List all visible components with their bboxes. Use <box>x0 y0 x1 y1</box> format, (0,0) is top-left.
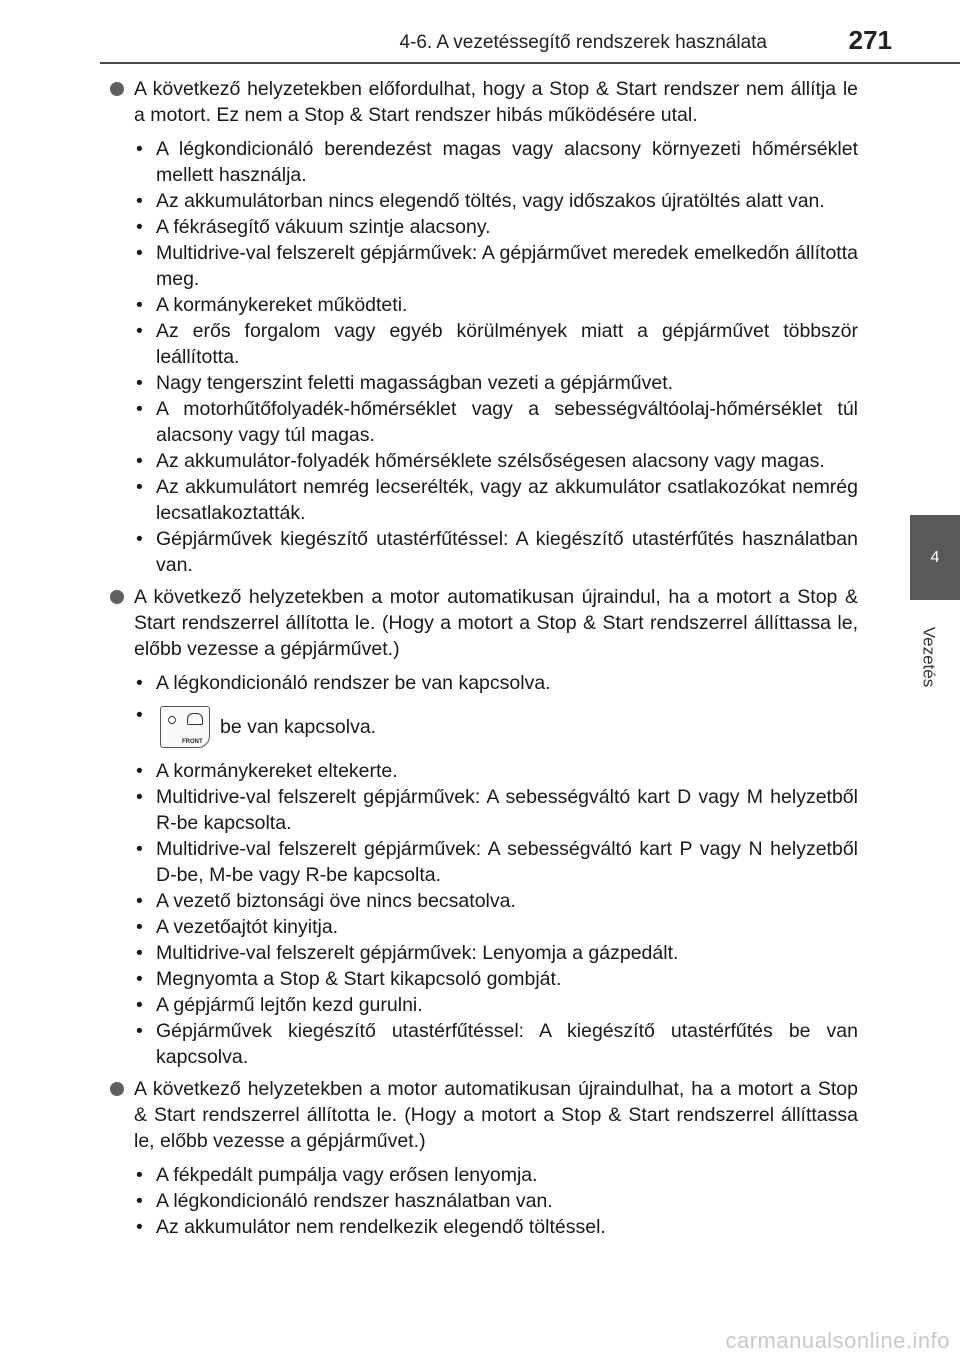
list-item: • Megnyomta a Stop & Start kikapcsoló gombját. <box>136 968 562 990</box>
section-3-intro: A következő helyzetekben a motor automatikusan újraindulhat, ha a motort a Stop & Start rendszerrel állította le. (Hogy a motort a Stop & Start rendszerrel állíttassa le, előbb vezesse a gépjárművet.) <box>108 1076 858 1154</box>
list-item: • Multidrive-val felszerelt gépjárművek: Lenyomja a gázpedált. <box>136 942 679 964</box>
watermark: carmanualsonline.info <box>725 1328 950 1353</box>
list-item: • A fékpedált pumpálja vagy erősen lenyomja. <box>136 1164 538 1186</box>
list-item: • A vezető biztonsági öve nincs becsatolva. <box>136 890 516 912</box>
chapter-tab[interactable] <box>910 515 960 600</box>
list-item: • Az erős forgalom vagy egyéb körülmények miatt a gépjárművet többször leállította. <box>136 320 858 368</box>
front-defroster-button-icon: FRONT <box>160 706 210 748</box>
list-item: • Multidrive-val felszerelt gépjárművek: A gépjárművet meredek emelkedőn állította meg. <box>136 242 858 290</box>
section-1-list <box>108 136 858 578</box>
section-2-intro: A következő helyzetekben a motor automatikusan újraindul, ha a motort a Stop & Start rendszerrel állította le. (Hogy a motort a Stop & Start rendszerrel állíttassa le, előbb vezesse a gépjárművet.) <box>108 584 858 662</box>
list-item: • Az akkumulátor-folyadék hőmérséklete szélsőségesen alacsony vagy magas. <box>136 450 825 472</box>
list-item: • Az akkumulátort nemrég lecserélték, vagy az akkumulátor csatlakozókat nemrég lecsatlakoztatták. <box>136 476 858 524</box>
indicator-led-icon <box>168 716 176 724</box>
header-rule <box>100 62 960 64</box>
section-bullet-icon <box>110 590 124 604</box>
list-item: • A vezetőajtót kinyitja. <box>136 916 339 938</box>
list-item: • A kormánykereket működteti. <box>136 294 408 316</box>
list-item: • A légkondicionáló berendezést magas vagy alacsony környezeti hőmérséklet mellett használja. <box>136 138 858 186</box>
section-1-intro: A következő helyzetekben előfordulhat, hogy a Stop & Start rendszer nem állítja le a motort. Ez nem a Stop & Start rendszer hibás működésére utal. <box>108 76 858 128</box>
chapter-label <box>903 612 953 702</box>
section-2-list <box>108 670 858 1070</box>
list-item: • Az akkumulátorban nincs elegendő töltés, vagy időszakos újratöltés alatt van. <box>136 190 825 212</box>
list-item: • A légkondicionáló rendszer be van kapcsolva. <box>136 672 551 694</box>
page-header <box>0 0 960 60</box>
section-3-list <box>108 1162 858 1240</box>
list-item: • Gépjárművek kiegészítő utastérfűtéssel: A kiegészítő utastérfűtés használatban van. <box>136 528 858 576</box>
section-title: 4-6. A vezetéssegítő rendszerek használata <box>399 32 767 53</box>
list-item: • A légkondicionáló rendszer használatban van. <box>136 1190 553 1212</box>
chapter-label-text: Vezetés <box>919 626 938 688</box>
list-item: • A motorhűtőfolyadék-hőmérséklet vagy a sebességváltóolaj-hőmérséklet túl alacsony vagy túl magas. <box>136 398 858 446</box>
windshield-defrost-icon <box>187 713 203 725</box>
page-content <box>108 76 858 1246</box>
list-item: • Multidrive-val felszerelt gépjárművek: A sebességváltó kart D vagy M helyzetből R-be kapcsolta. <box>136 786 858 834</box>
list-item: • A gépjármű lejtőn kezd gurulni. <box>136 994 423 1016</box>
list-item-with-icon: • FRONT be van kapcsolva. <box>130 702 858 752</box>
page-number: 271 <box>848 25 892 55</box>
list-item: • Multidrive-val felszerelt gépjárművek: A sebességváltó kart P vagy N helyzetből D-be, M-be vagy R-be kapcsolta. <box>136 838 858 886</box>
list-item: • Az akkumulátor nem rendelkezik elegendő töltéssel. <box>136 1216 606 1238</box>
list-item: • A fékrásegítő vákuum szintje alacsony. <box>136 216 491 238</box>
list-item: • Gépjárművek kiegészítő utastérfűtéssel: A kiegészítő utastérfűtés be van kapcsolva. <box>136 1020 858 1068</box>
list-item: • Nagy tengerszint feletti magasságban vezeti a gépjárművet. <box>136 372 674 394</box>
section-bullet-icon <box>110 1082 124 1096</box>
list-item: • A kormánykereket eltekerte. <box>136 760 398 782</box>
chapter-number: 4 <box>930 548 940 566</box>
section-bullet-icon <box>110 82 124 96</box>
